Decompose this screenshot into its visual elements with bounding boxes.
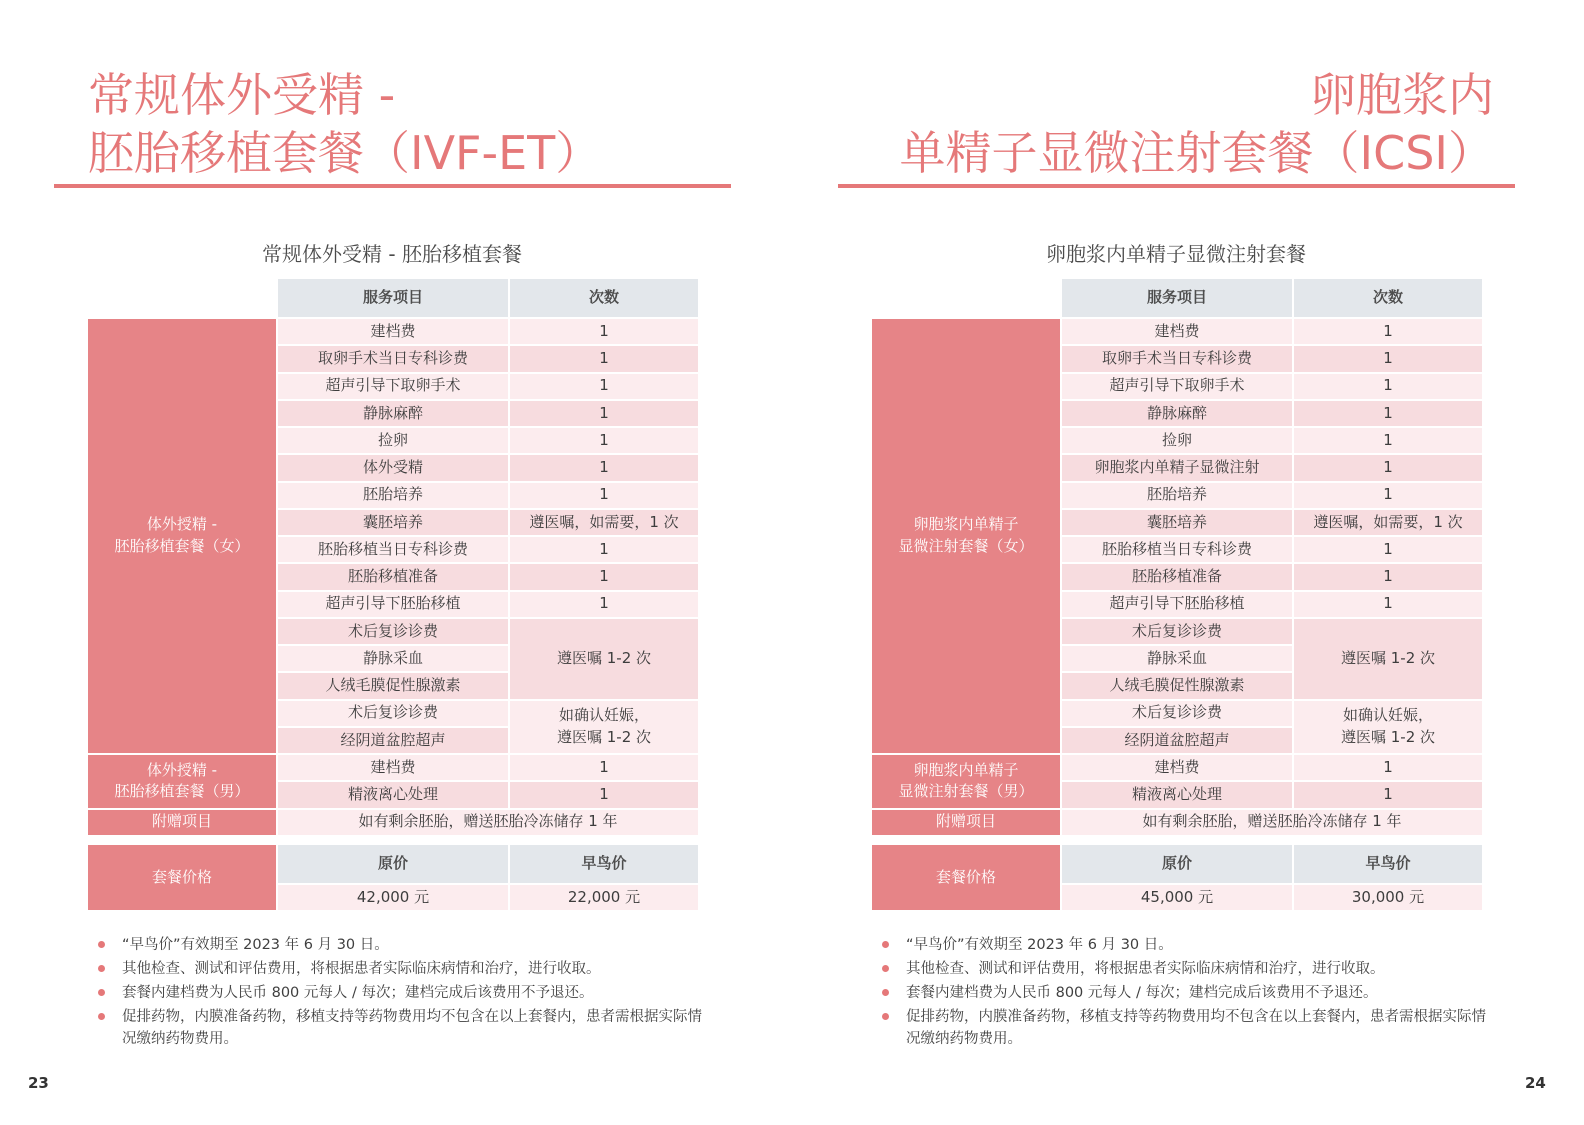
gift-label: 附赠项目 — [88, 810, 276, 835]
title-underline — [54, 184, 731, 188]
notes-list — [96, 934, 716, 1052]
service-item: 经阴道盆腔超声 — [278, 728, 508, 753]
pregnancy-count-line-2: 遵医嘱 1-2 次 — [1340, 727, 1436, 746]
header-service: 服务项目 — [278, 279, 508, 317]
group-count-pregnancy — [1294, 701, 1482, 754]
service-item: 超声引导下胚胎移植 — [278, 592, 508, 617]
note-text: “早鸟价”有效期至 2023 年 6 月 30 日。 — [122, 937, 389, 953]
price-early: 30,000 元 — [1294, 885, 1482, 910]
note-text: 其他检查、测试和评估费用，将根据患者实际临床病情和治疗，进行收取。 — [122, 961, 601, 977]
service-item: 囊胚培养 — [1062, 510, 1292, 535]
service-count: 遵医嘱，如需要，1 次 — [510, 510, 698, 535]
bullet-dot-icon — [882, 965, 889, 972]
note-text: 套餐内建档费为人民币 800 元每人 / 每次；建档完成后该费用不予退还。 — [122, 985, 594, 1001]
service-item: 术后复诊诊费 — [1062, 619, 1292, 644]
price-original: 45,000 元 — [1062, 885, 1292, 910]
bullet-dot-icon — [882, 1013, 889, 1020]
note-text: 促排药物，内膜准备药物，移植支持等药物费用均不包含在以上套餐内，患者需根据实际情况缴纳药物费用。 — [122, 1009, 702, 1047]
service-count: 1 — [510, 537, 698, 562]
bullet-dot-icon — [98, 941, 105, 948]
price-label: 套餐价格 — [872, 845, 1060, 910]
service-item: 超声引导下胚胎移植 — [1062, 592, 1292, 617]
service-table — [872, 279, 1482, 835]
title-line-2: 胚胎移植套餐（IVF-ET） — [88, 126, 602, 180]
bullet-dot-icon — [98, 1013, 105, 1020]
service-count: 1 — [510, 483, 698, 508]
group-count-followup: 遵医嘱 1-2 次 — [1294, 619, 1482, 699]
service-count: 1 — [1294, 401, 1482, 426]
service-item: 静脉采血 — [278, 646, 508, 671]
male-service-count: 1 — [510, 782, 698, 807]
note-text: “早鸟价”有效期至 2023 年 6 月 30 日。 — [906, 937, 1173, 953]
price-header-original: 原价 — [278, 845, 508, 883]
service-item: 胚胎移植准备 — [278, 564, 508, 589]
service-count: 1 — [1294, 374, 1482, 399]
notes-list — [880, 934, 1500, 1052]
service-count: 1 — [1294, 455, 1482, 480]
service-item: 静脉采血 — [1062, 646, 1292, 671]
service-count: 1 — [510, 319, 698, 344]
title-line-2: 单精子显微注射套餐（ICSI） — [899, 126, 1494, 180]
service-item: 静脉麻醉 — [1062, 401, 1292, 426]
service-item: 胚胎移植准备 — [1062, 564, 1292, 589]
male-label-line-2: 显微注射套餐（男） — [898, 782, 1034, 801]
service-count: 1 — [510, 401, 698, 426]
male-service-item: 精液离心处理 — [278, 782, 508, 807]
bullet-dot-icon — [98, 965, 105, 972]
male-label-line-1: 体外授精 - — [146, 760, 218, 779]
service-item: 捡卵 — [278, 428, 508, 453]
page-number: 24 — [1525, 1074, 1546, 1092]
service-item: 术后复诊诊费 — [1062, 701, 1292, 726]
service-count: 1 — [1294, 428, 1482, 453]
title-underline — [838, 184, 1515, 188]
service-item: 人绒毛膜促性腺激素 — [278, 673, 508, 698]
service-count: 遵医嘱，如需要，1 次 — [1294, 510, 1482, 535]
price-table — [872, 845, 1482, 910]
price-header-original: 原价 — [1062, 845, 1292, 883]
gift-label: 附赠项目 — [872, 810, 1060, 835]
service-item: 体外受精 — [278, 455, 508, 480]
price-table — [88, 845, 698, 910]
gift-text: 如有剩余胚胎，赠送胚胎冷冻储存 1 年 — [278, 810, 698, 835]
male-service-count: 1 — [1294, 755, 1482, 780]
service-count: 1 — [510, 564, 698, 589]
service-count: 1 — [510, 374, 698, 399]
service-item: 胚胎移植当日专科诊费 — [278, 537, 508, 562]
service-item: 经阴道盆腔超声 — [1062, 728, 1292, 753]
female-label-line-1: 卵胞浆内单精子 — [913, 515, 1019, 534]
male-label-line-1: 卵胞浆内单精子 — [913, 760, 1019, 779]
gift-text: 如有剩余胚胎，赠送胚胎冷冻储存 1 年 — [1062, 810, 1482, 835]
service-count: 1 — [1294, 592, 1482, 617]
note-item — [96, 1006, 716, 1050]
service-item: 胚胎移植当日专科诊费 — [1062, 537, 1292, 562]
page-number: 23 — [28, 1074, 49, 1092]
pregnancy-count-line-2: 遵医嘱 1-2 次 — [556, 727, 652, 746]
service-item: 取卵手术当日专科诊费 — [278, 346, 508, 371]
service-count: 1 — [1294, 319, 1482, 344]
note-text: 促排药物，内膜准备药物，移植支持等药物费用均不包含在以上套餐内，患者需根据实际情况缴纳药物费用。 — [906, 1009, 1486, 1047]
price-header-early: 早鸟价 — [1294, 845, 1482, 883]
header-count: 次数 — [510, 279, 698, 317]
service-count: 1 — [510, 346, 698, 371]
header-count: 次数 — [1294, 279, 1482, 317]
female-package-label — [88, 319, 276, 753]
group-count-followup: 遵医嘱 1-2 次 — [510, 619, 698, 699]
service-count: 1 — [510, 455, 698, 480]
table-title: 卵胞浆内单精子显微注射套餐 — [1046, 242, 1306, 266]
header-service: 服务项目 — [1062, 279, 1292, 317]
pregnancy-count-line-1: 如确认妊娠， — [558, 706, 649, 724]
male-service-item: 精液离心处理 — [1062, 782, 1292, 807]
price-label: 套餐价格 — [88, 845, 276, 910]
title-line-1: 卵胞浆内 — [1310, 68, 1494, 122]
male-package-label — [872, 755, 1060, 808]
note-item — [96, 958, 716, 980]
page-title — [814, 66, 1494, 182]
note-text: 套餐内建档费为人民币 800 元每人 / 每次；建档完成后该费用不予退还。 — [906, 985, 1378, 1001]
note-item — [880, 1006, 1500, 1050]
page-right — [792, 0, 1584, 1125]
female-package-label — [872, 319, 1060, 753]
bullet-dot-icon — [882, 989, 889, 996]
table-title: 常规体外受精 - 胚胎移植套餐 — [262, 242, 522, 266]
service-item: 术后复诊诊费 — [278, 619, 508, 644]
price-early: 22,000 元 — [510, 885, 698, 910]
service-count: 1 — [1294, 537, 1482, 562]
service-item: 术后复诊诊费 — [278, 701, 508, 726]
female-label-line-2: 胚胎移植套餐（女） — [114, 537, 250, 555]
price-header-early: 早鸟价 — [510, 845, 698, 883]
male-package-label — [88, 755, 276, 808]
service-item: 人绒毛膜促性腺激素 — [1062, 673, 1292, 698]
note-item — [96, 982, 716, 1004]
service-item: 囊胚培养 — [278, 510, 508, 535]
service-count: 1 — [1294, 564, 1482, 589]
pregnancy-count-line-1: 如确认妊娠， — [1342, 706, 1433, 724]
service-item: 捡卵 — [1062, 428, 1292, 453]
service-table — [88, 279, 698, 835]
bullet-dot-icon — [98, 989, 105, 996]
male-service-item: 建档费 — [1062, 755, 1292, 780]
service-count: 1 — [1294, 483, 1482, 508]
group-count-pregnancy — [510, 701, 698, 754]
page-title — [88, 66, 768, 182]
service-item: 胚胎培养 — [278, 483, 508, 508]
note-item — [880, 934, 1500, 956]
title-line-1: 常规体外受精 - — [88, 68, 396, 122]
service-item: 静脉麻醉 — [278, 401, 508, 426]
male-label-line-2: 胚胎移植套餐（男） — [114, 782, 250, 801]
male-service-count: 1 — [510, 755, 698, 780]
service-item: 建档费 — [278, 319, 508, 344]
note-item — [880, 982, 1500, 1004]
female-label-line-1: 体外授精 - — [146, 515, 218, 534]
service-item: 建档费 — [1062, 319, 1292, 344]
service-item: 卵胞浆内单精子显微注射 — [1062, 455, 1292, 480]
service-item: 胚胎培养 — [1062, 483, 1292, 508]
service-item: 超声引导下取卵手术 — [1062, 374, 1292, 399]
service-count: 1 — [510, 428, 698, 453]
note-item — [880, 958, 1500, 980]
male-service-item: 建档费 — [278, 755, 508, 780]
note-text: 其他检查、测试和评估费用，将根据患者实际临床病情和治疗，进行收取。 — [906, 961, 1385, 977]
female-label-line-2: 显微注射套餐（女） — [898, 537, 1034, 555]
note-item — [96, 934, 716, 956]
service-count: 1 — [1294, 346, 1482, 371]
price-original: 42,000 元 — [278, 885, 508, 910]
service-item: 超声引导下取卵手术 — [278, 374, 508, 399]
male-service-count: 1 — [1294, 782, 1482, 807]
service-count: 1 — [510, 592, 698, 617]
bullet-dot-icon — [882, 941, 889, 948]
service-item: 取卵手术当日专科诊费 — [1062, 346, 1292, 371]
